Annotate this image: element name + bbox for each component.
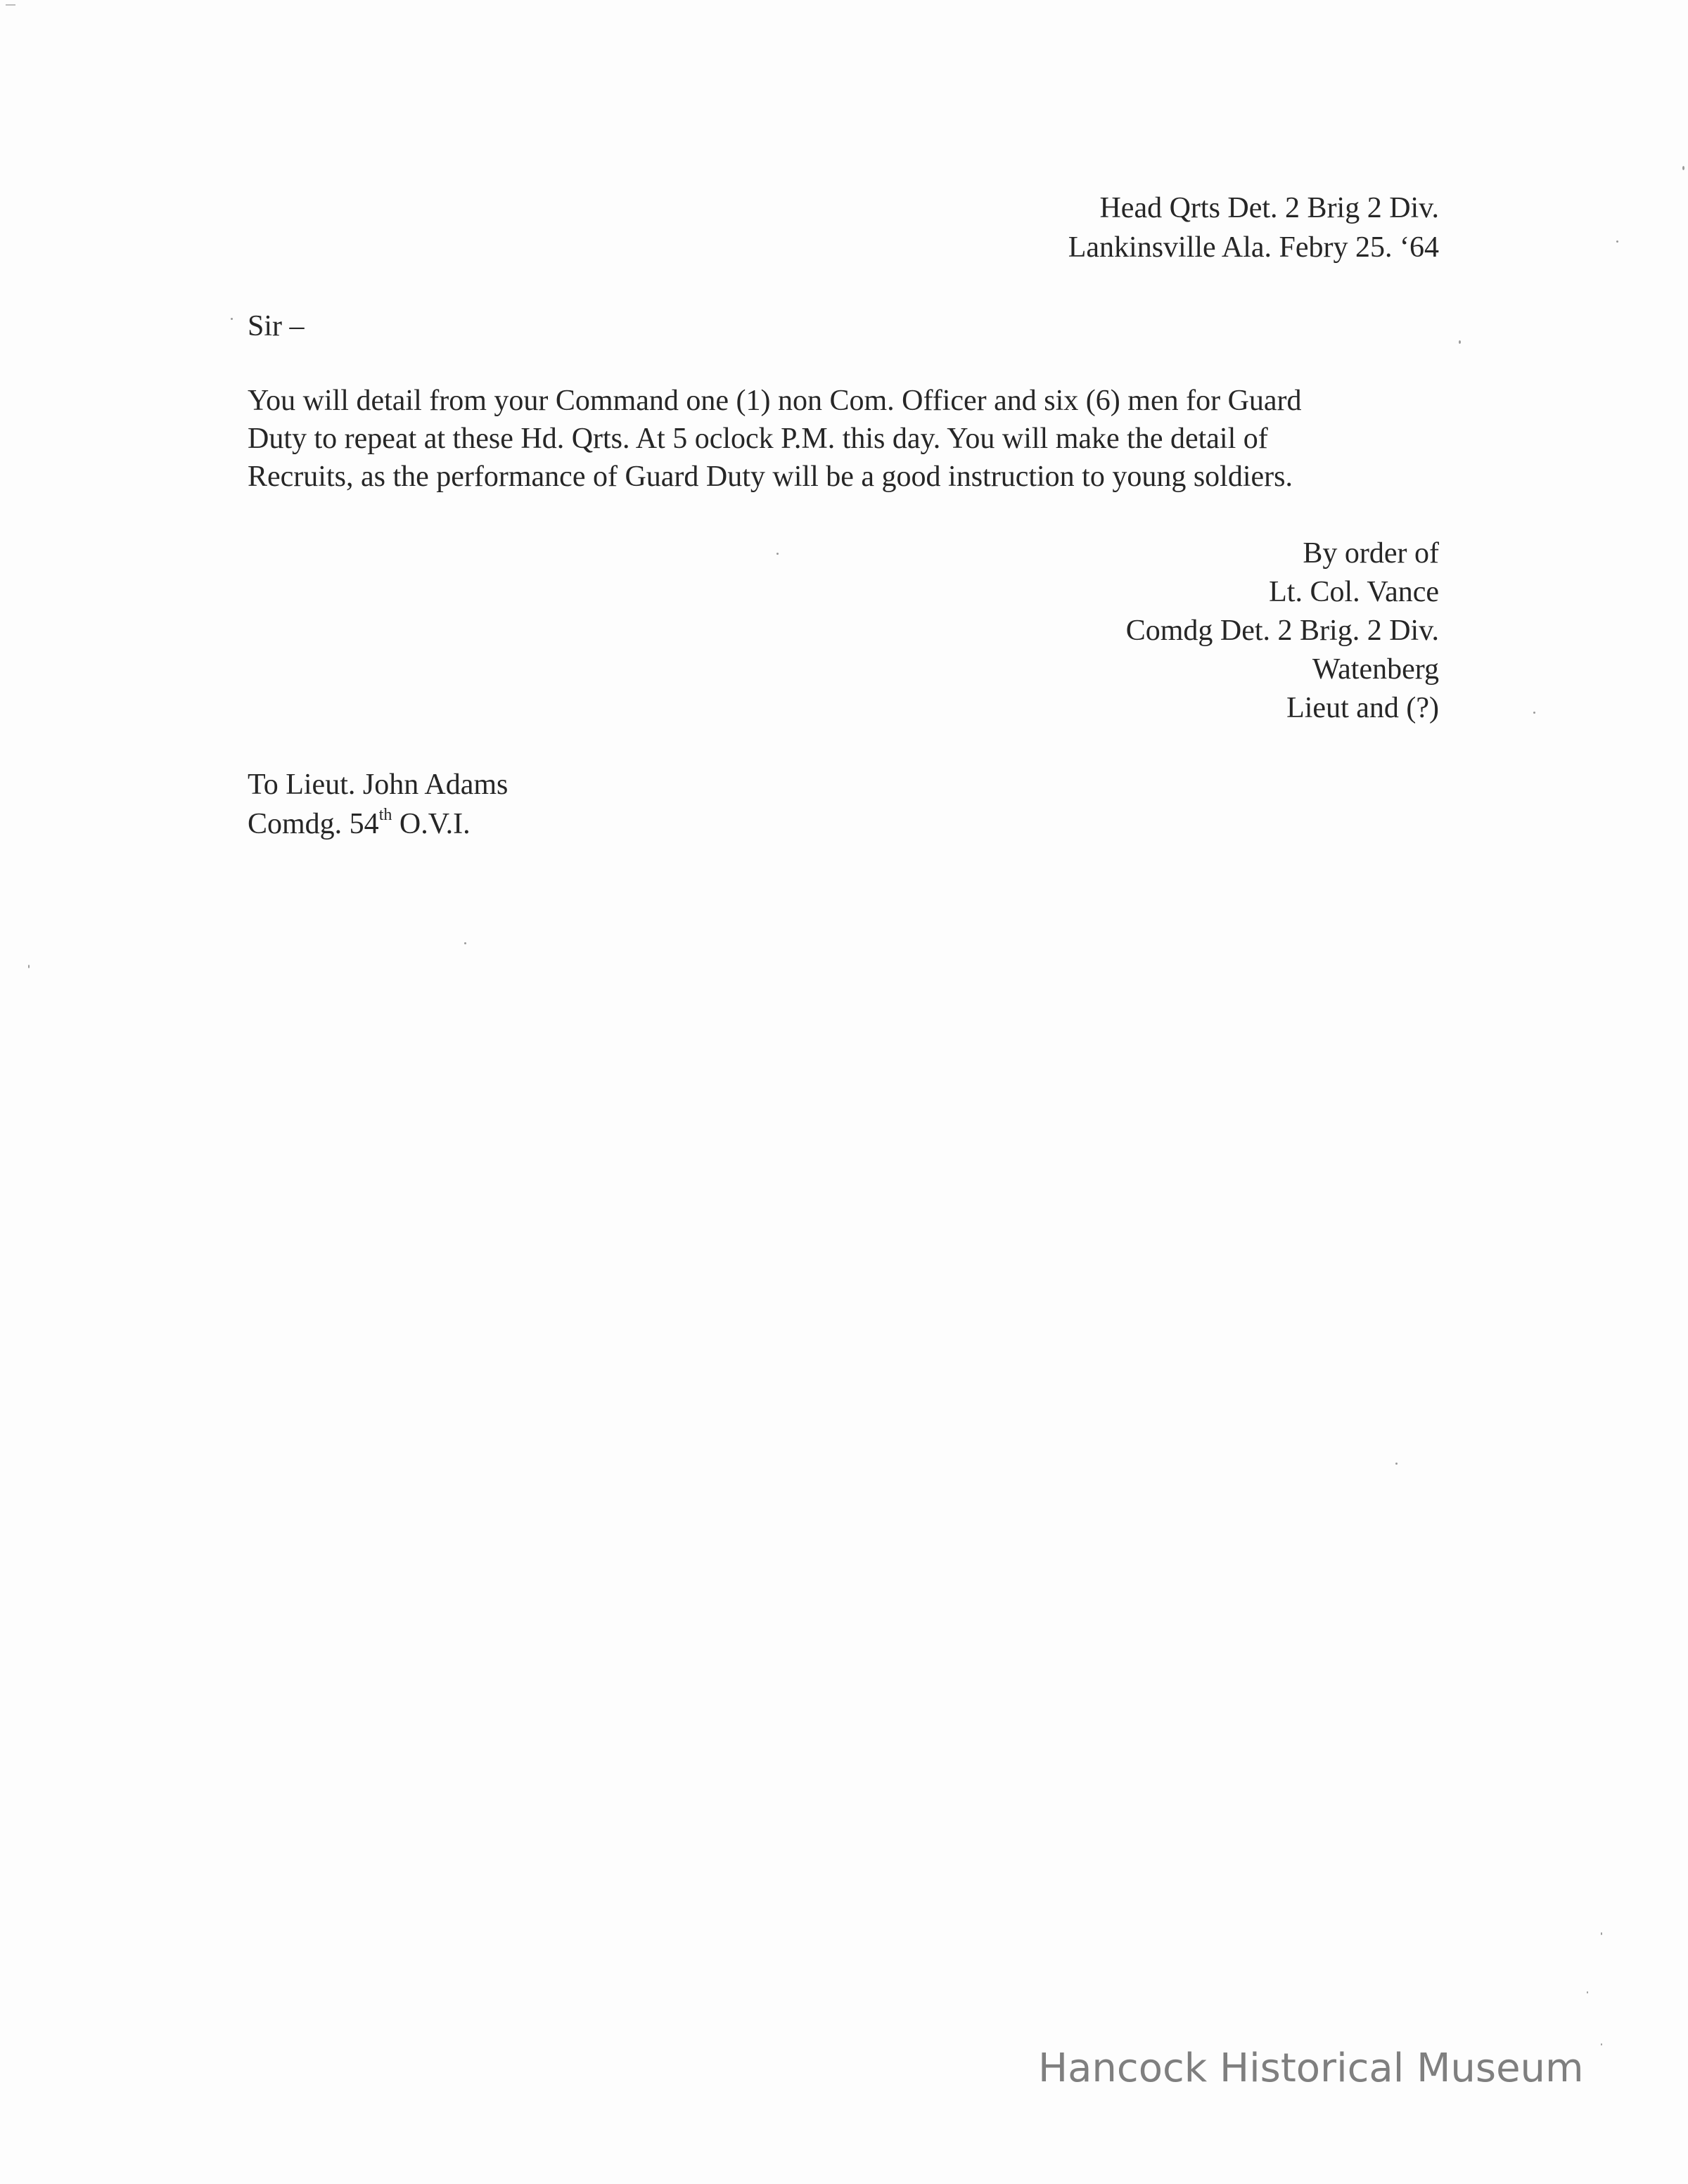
- scan-speck: [1601, 2043, 1602, 2045]
- heading-place-date: Lankinsville Ala. Febry 25. ‘64: [1068, 231, 1439, 264]
- signature-rank: Lieut and (?): [1286, 692, 1439, 724]
- addressee-unit-suffix: O.V.I.: [392, 808, 471, 840]
- body-line: Duty to repeat at these Hd. Qrts. At 5 oclock P.M. this day. You will make the detail of: [248, 423, 1268, 455]
- addressee-unit: [248, 804, 508, 844]
- addressee-name: To Lieut. John Adams: [248, 769, 509, 801]
- scan-corner-mark: [6, 4, 15, 6]
- heading-headquarters: Head Qrts Det. 2 Brig 2 Div.: [1099, 192, 1439, 224]
- scan-speck: [1616, 240, 1618, 243]
- body-line: Recruits, as the performance of Guard Duty will be a good instruction to young soldiers.: [248, 461, 1293, 493]
- letter-addressee: [248, 765, 508, 844]
- scan-speck: [231, 318, 233, 320]
- scan-speck: [1682, 166, 1684, 170]
- museum-watermark: Hancock Historical Museum: [1038, 2045, 1584, 2091]
- signature-name: Watenberg: [1312, 653, 1439, 686]
- scan-speck: [1459, 340, 1461, 344]
- scan-speck: [464, 942, 466, 944]
- signature-by-order: By order of: [1303, 537, 1439, 570]
- signature-commander: Lt. Col. Vance: [1269, 576, 1439, 608]
- scan-speck: [1533, 712, 1535, 714]
- letter-salutation: Sir –: [248, 310, 305, 342]
- letter-heading: [1068, 188, 1439, 267]
- letter-signature: [1126, 534, 1439, 728]
- signature-command: Comdg Det. 2 Brig. 2 Div.: [1125, 615, 1439, 647]
- scan-speck: [1395, 1463, 1398, 1465]
- scan-speck: [776, 553, 779, 555]
- scan-speck: [28, 965, 30, 968]
- addressee-unit-ordinal: th: [378, 806, 392, 824]
- letter-body: [248, 382, 1457, 496]
- scan-speck: [1601, 1932, 1602, 1935]
- addressee-unit-prefix: Comdg. 54: [248, 808, 379, 840]
- body-line: You will detail from your Command one (1) non Com. Officer and six (6) men for Guard: [248, 385, 1302, 417]
- scan-speck: [1587, 1991, 1588, 1993]
